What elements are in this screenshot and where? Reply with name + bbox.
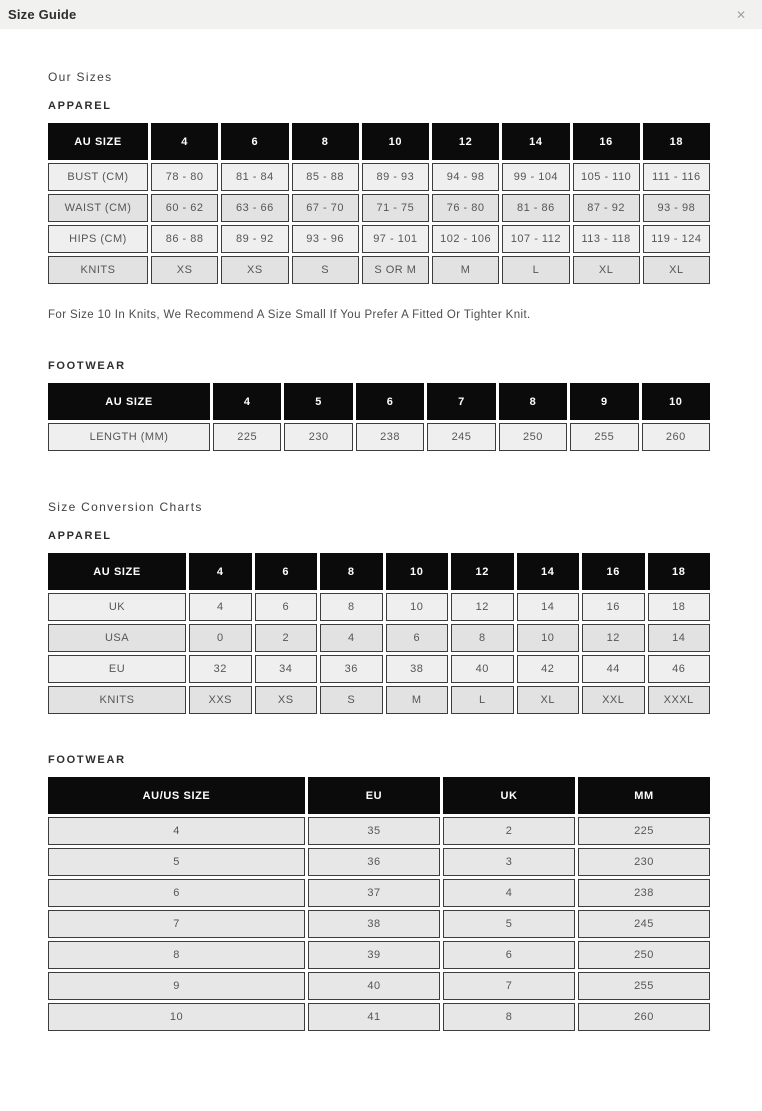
table-cell: 4 <box>443 879 575 907</box>
table-cell: M <box>386 686 449 714</box>
table-cell: 10 <box>48 1003 305 1031</box>
table-header-cell: 4 <box>151 123 218 160</box>
knits-note: For Size 10 In Knits, We Recommend A Size Small If You Prefer A Fitted Or Tighter Knit. <box>48 309 531 321</box>
table-header-cell: 6 <box>255 553 318 590</box>
table-cell: S <box>292 256 359 284</box>
table-cell: XS <box>151 256 218 284</box>
table-cell: 16 <box>582 593 645 621</box>
table-header-cell: AU SIZE <box>48 123 148 160</box>
table-cell: 12 <box>582 624 645 652</box>
table-cell: 113 - 118 <box>573 225 640 253</box>
table-cell: 225 <box>578 817 710 845</box>
table-cell: 12 <box>451 593 514 621</box>
table-header-cell: 14 <box>517 553 580 590</box>
table-cell: L <box>502 256 569 284</box>
table-cell: 10 <box>517 624 580 652</box>
table-cell: 2 <box>255 624 318 652</box>
table-cell: LENGTH (MM) <box>48 423 210 451</box>
table-cell: HIPS (CM) <box>48 225 148 253</box>
table-header-cell: 10 <box>642 383 710 420</box>
table-header-cell: 4 <box>213 383 281 420</box>
table-cell: XXXL <box>648 686 711 714</box>
table-cell: 89 - 92 <box>221 225 288 253</box>
table-cell: 18 <box>648 593 711 621</box>
table-cell: 38 <box>386 655 449 683</box>
table-cell: 9 <box>48 972 305 1000</box>
table-header-cell: EU <box>308 777 440 814</box>
table-cell: KNITS <box>48 686 186 714</box>
table-cell: XL <box>643 256 710 284</box>
table-cell: 6 <box>255 593 318 621</box>
table-cell: M <box>432 256 499 284</box>
table-cell: 46 <box>648 655 711 683</box>
table-cell: 38 <box>308 910 440 938</box>
table-header-cell: 7 <box>427 383 495 420</box>
table-header-cell: 8 <box>499 383 567 420</box>
table-cell: 7 <box>48 910 305 938</box>
table-header-cell: 10 <box>386 553 449 590</box>
table-cell: 3 <box>443 848 575 876</box>
table-cell: 105 - 110 <box>573 163 640 191</box>
table-cell: 63 - 66 <box>221 194 288 222</box>
table-cell: 260 <box>578 1003 710 1031</box>
table-cell: 230 <box>578 848 710 876</box>
table-cell: 6 <box>386 624 449 652</box>
table-cell: 255 <box>578 972 710 1000</box>
table-cell: XS <box>221 256 288 284</box>
table-cell: L <box>451 686 514 714</box>
table-cell: 4 <box>48 817 305 845</box>
table-cell: 2 <box>443 817 575 845</box>
table-header-cell: 10 <box>362 123 429 160</box>
table-cell: 44 <box>582 655 645 683</box>
table-cell: 111 - 116 <box>643 163 710 191</box>
table-header-cell: 6 <box>356 383 424 420</box>
table-header-cell: 18 <box>648 553 711 590</box>
table-cell: 225 <box>213 423 281 451</box>
table-header-cell: MM <box>578 777 710 814</box>
table-cell: 245 <box>427 423 495 451</box>
table-header-cell: 6 <box>221 123 288 160</box>
table-cell: 8 <box>451 624 514 652</box>
close-icon[interactable]: ✕ <box>735 7 746 22</box>
table-header-cell: 8 <box>320 553 383 590</box>
table-cell: 40 <box>451 655 514 683</box>
table-cell: 14 <box>648 624 711 652</box>
table-cell: 37 <box>308 879 440 907</box>
table-cell: 42 <box>517 655 580 683</box>
table-cell: 4 <box>189 593 252 621</box>
table-cell: 102 - 106 <box>432 225 499 253</box>
table-cell: 119 - 124 <box>643 225 710 253</box>
conversion-apparel-table <box>48 553 710 714</box>
table-cell: XL <box>517 686 580 714</box>
table-cell: USA <box>48 624 186 652</box>
table-header-cell: 5 <box>284 383 352 420</box>
table-cell: 10 <box>386 593 449 621</box>
table-header-cell: 16 <box>582 553 645 590</box>
conversion-apparel-table-label: APPAREL <box>48 530 112 542</box>
table-cell: 8 <box>48 941 305 969</box>
apparel-table-label: APPAREL <box>48 100 112 112</box>
table-cell: BUST (CM) <box>48 163 148 191</box>
table-cell: 76 - 80 <box>432 194 499 222</box>
table-header-cell: 16 <box>573 123 640 160</box>
table-cell: 6 <box>443 941 575 969</box>
our-sizes-footwear-table <box>48 383 710 451</box>
table-cell: 78 - 80 <box>151 163 218 191</box>
table-header-cell: 12 <box>451 553 514 590</box>
table-header-cell: 18 <box>643 123 710 160</box>
table-cell: 260 <box>642 423 710 451</box>
table-header-cell: 14 <box>502 123 569 160</box>
table-cell: 40 <box>308 972 440 1000</box>
table-cell: 5 <box>48 848 305 876</box>
table-cell: 81 - 86 <box>502 194 569 222</box>
conversion-section-label: Size Conversion Charts <box>48 500 203 514</box>
table-cell: 86 - 88 <box>151 225 218 253</box>
table-cell: 8 <box>443 1003 575 1031</box>
table-cell: WAIST (CM) <box>48 194 148 222</box>
table-cell: XS <box>255 686 318 714</box>
our-sizes-apparel-table <box>48 123 710 284</box>
table-cell: 89 - 93 <box>362 163 429 191</box>
table-cell: 255 <box>570 423 638 451</box>
table-cell: 87 - 92 <box>573 194 640 222</box>
table-cell: 71 - 75 <box>362 194 429 222</box>
table-cell: 36 <box>308 848 440 876</box>
conversion-footwear-table-label: FOOTWEAR <box>48 754 126 766</box>
table-cell: 81 - 84 <box>221 163 288 191</box>
size-guide-titlebar <box>0 0 762 29</box>
table-cell: EU <box>48 655 186 683</box>
size-guide-content <box>0 70 762 1111</box>
table-cell: KNITS <box>48 256 148 284</box>
footwear-table-label: FOOTWEAR <box>48 360 126 372</box>
table-header-cell: 8 <box>292 123 359 160</box>
table-cell: 8 <box>320 593 383 621</box>
table-cell: 107 - 112 <box>502 225 569 253</box>
table-cell: 39 <box>308 941 440 969</box>
table-header-cell: 9 <box>570 383 638 420</box>
table-cell: 230 <box>284 423 352 451</box>
table-cell: 67 - 70 <box>292 194 359 222</box>
table-cell: XXL <box>582 686 645 714</box>
page-title: Size Guide <box>8 7 77 22</box>
table-header-cell: UK <box>443 777 575 814</box>
table-cell: 32 <box>189 655 252 683</box>
table-header-cell: AU SIZE <box>48 553 186 590</box>
table-cell: 238 <box>356 423 424 451</box>
conversion-footwear-table <box>48 777 710 1031</box>
table-cell: 0 <box>189 624 252 652</box>
table-cell: S <box>320 686 383 714</box>
table-cell: XXS <box>189 686 252 714</box>
table-cell: 4 <box>320 624 383 652</box>
table-cell: 6 <box>48 879 305 907</box>
table-cell: 14 <box>517 593 580 621</box>
table-header-cell: AU SIZE <box>48 383 210 420</box>
table-cell: 93 - 98 <box>643 194 710 222</box>
our-sizes-section-label: Our Sizes <box>48 70 113 84</box>
table-cell: 41 <box>308 1003 440 1031</box>
table-header-cell: 4 <box>189 553 252 590</box>
table-cell: 93 - 96 <box>292 225 359 253</box>
table-cell: XL <box>573 256 640 284</box>
table-cell: 7 <box>443 972 575 1000</box>
table-cell: UK <box>48 593 186 621</box>
table-cell: 85 - 88 <box>292 163 359 191</box>
table-cell: 60 - 62 <box>151 194 218 222</box>
table-cell: 34 <box>255 655 318 683</box>
table-cell: 94 - 98 <box>432 163 499 191</box>
table-cell: 36 <box>320 655 383 683</box>
table-header-cell: AU/US SIZE <box>48 777 305 814</box>
table-cell: 97 - 101 <box>362 225 429 253</box>
table-cell: 99 - 104 <box>502 163 569 191</box>
table-cell: S OR M <box>362 256 429 284</box>
table-cell: 238 <box>578 879 710 907</box>
table-cell: 5 <box>443 910 575 938</box>
table-cell: 250 <box>499 423 567 451</box>
table-cell: 250 <box>578 941 710 969</box>
table-cell: 35 <box>308 817 440 845</box>
table-cell: 245 <box>578 910 710 938</box>
table-header-cell: 12 <box>432 123 499 160</box>
